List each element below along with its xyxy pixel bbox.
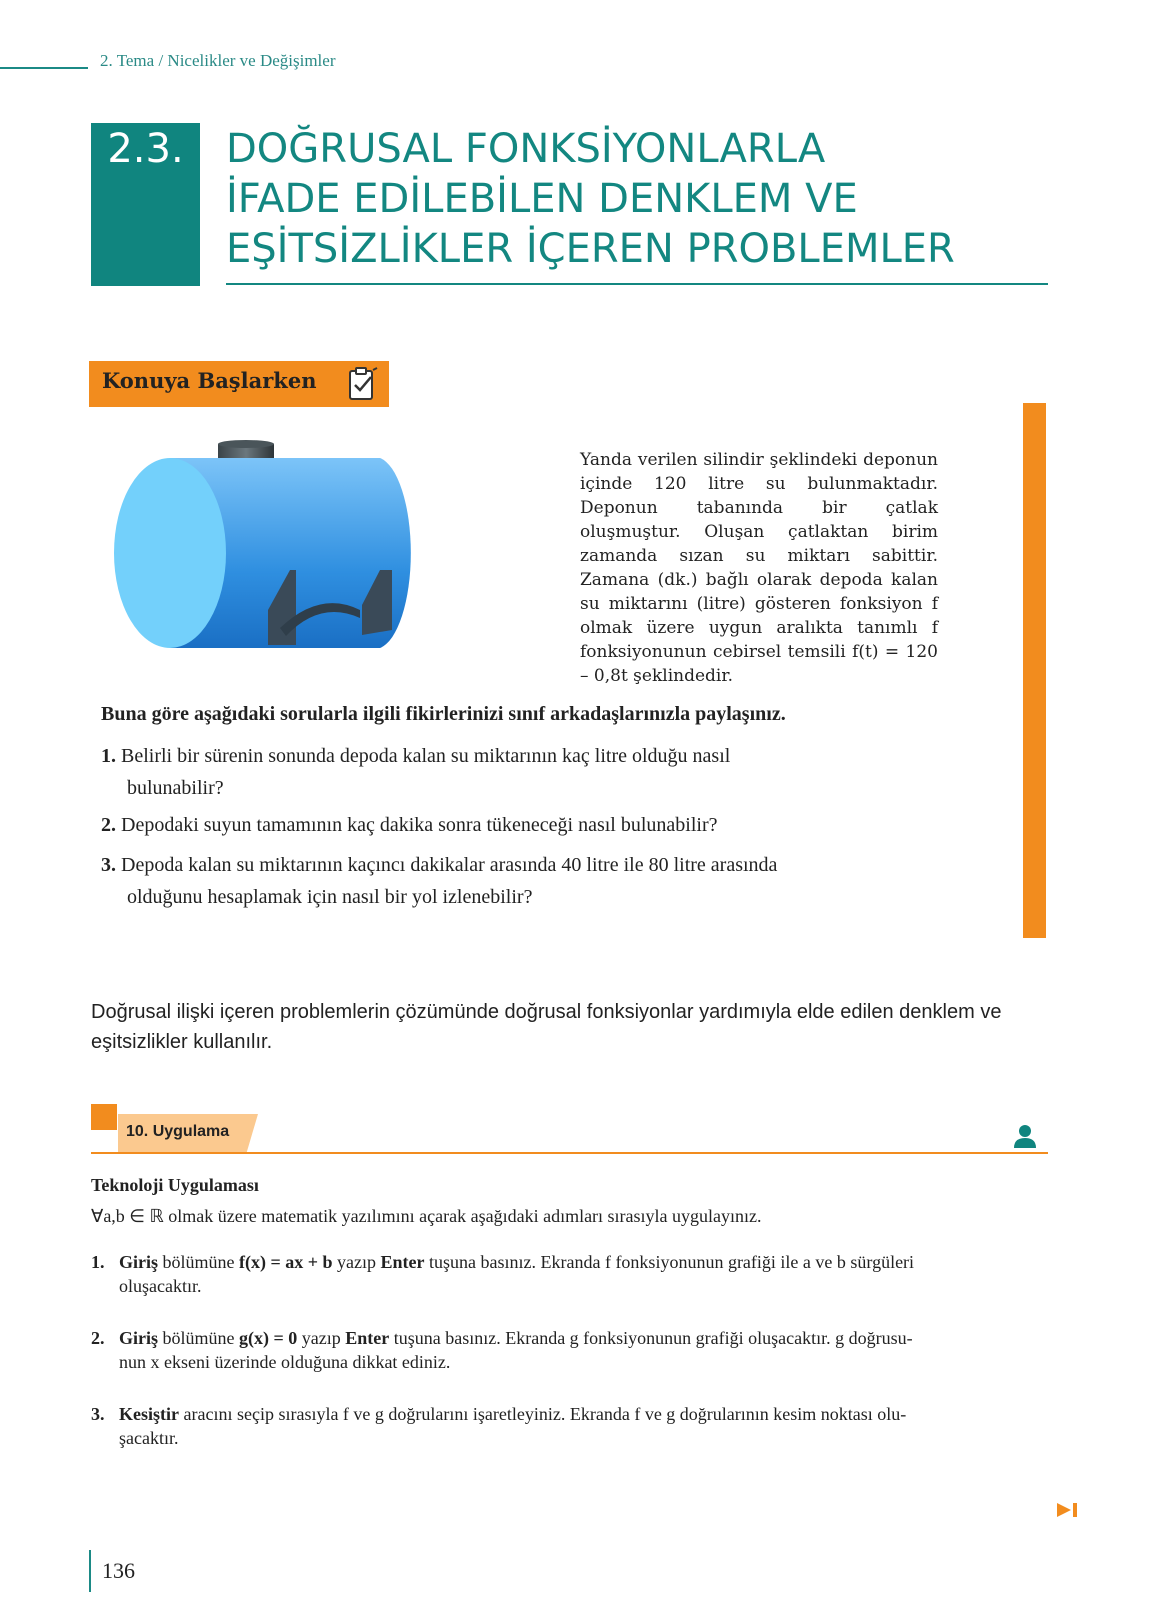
step-bold: Enter (380, 1252, 425, 1272)
step-item (91, 1402, 1051, 1450)
section-number: 2.3. (107, 126, 184, 172)
step-number: 3. (91, 1404, 105, 1424)
step-item (91, 1250, 1051, 1298)
title-rule (226, 283, 1048, 285)
title-line: İFADE EDİLEBİLEN DENKLEM VE (226, 176, 858, 222)
question-item (101, 740, 891, 804)
clipboard-check-icon (346, 366, 378, 402)
step-text: bölümüne (158, 1328, 239, 1348)
skip-next-icon[interactable] (1057, 1502, 1079, 1518)
breadcrumb: 2. Tema / Nicelikler ve Değişimler (100, 51, 336, 70)
condition-text: ∀a,b ∈ ℝ olmak üzere matematik yazılımını açarak aşağıdaki adımları sırasıyla uygulayınız. (91, 1206, 762, 1226)
question-text: Belirli bir sürenin sonunda depoda kalan su miktarının kaç litre olduğu nasıl (121, 745, 731, 767)
step-text: aracını seçip sırasıyla f ve g doğrularını işaretleyiniz. Ekranda f ve g doğrularının kesim noktası olu- (179, 1404, 907, 1424)
step-bold: g(x) = 0 (239, 1328, 298, 1348)
side-accent-bar (1023, 403, 1046, 938)
konuya-baslarken-label: Konuya Başlarken (102, 368, 317, 393)
question-text-cont: olduğunu hesaplamak için nasıl bir yol izlenebilir? (127, 886, 533, 908)
header-rule (0, 67, 88, 69)
step-text: bölümüne (158, 1252, 239, 1272)
title-line: DOĞRUSAL FONKSİYONLARLA (226, 126, 826, 172)
question-number: 2. (101, 814, 116, 836)
step-number: 1. (91, 1252, 105, 1272)
title-line: EŞİTSİZLİKLER İÇEREN PROBLEMLER (226, 226, 955, 272)
water-tank-illustration (110, 440, 440, 650)
step-item (91, 1326, 1051, 1374)
step-text: tuşuna basınız. Ekranda f fonksiyonunun grafiği ile a ve b sürgüleri (424, 1252, 915, 1272)
question-item (101, 809, 901, 841)
step-text-cont: şacaktır. (119, 1428, 179, 1448)
uygulama-marker (91, 1104, 117, 1130)
step-bold: Giriş (119, 1328, 158, 1348)
page-number: 136 (102, 1558, 135, 1583)
discussion-prompt: Buna göre aşağıdaki sorularla ilgili fikirlerinizi sınıf arkadaşlarınızla paylaşınız. (101, 703, 786, 725)
step-bold: Giriş (119, 1252, 158, 1272)
step-text-cont: oluşacaktır. (119, 1276, 202, 1296)
section-title (226, 124, 1056, 274)
question-number: 1. (101, 745, 116, 767)
intro-paragraph: Yanda verilen silindir şeklindeki deponun içinde 120 litre su bulunmaktadır. Deponun tabanında bir çatlak oluşmuştur. Oluşan çatlaktan birim zamanda sızan su miktarı sabittir. Zamana (dk.) bağlı olarak depoda kalan su miktarını (litre) gösteren fonksiyon f olmak üzere uygun aralıkta tanımlı f fonksiyonunun cebirsel temsili f(t) = 120 – 0,8t şeklindedir. (580, 450, 938, 686)
question-number: 3. (101, 854, 116, 876)
question-text: Depodaki suyun tamamının kaç dakika sonra tükeneceği nasıl bulunabilir? (121, 814, 718, 836)
step-text: yazıp (297, 1328, 346, 1348)
question-text: Depoda kalan su miktarının kaçıncı dakikalar arasında 40 litre ile 80 litre arasında (121, 854, 778, 876)
uygulama-label: 10. Uygulama (126, 1123, 230, 1140)
uygulama-rule (91, 1152, 1048, 1154)
page-number-rule (89, 1550, 91, 1592)
question-item (101, 849, 901, 913)
info-paragraph: Doğrusal ilişki içeren problemlerin çözümünde doğrusal fonksiyonlar yardımıyla elde edilen denklem ve eşitsizlikler kullanılır. (91, 1001, 1002, 1053)
step-text-cont: nun x ekseni üzerinde olduğuna dikkat ediniz. (119, 1352, 451, 1372)
step-bold: Kesiştir (119, 1404, 179, 1424)
technology-subtitle: Teknoloji Uygulaması (91, 1175, 259, 1195)
step-bold: Enter (345, 1328, 390, 1348)
step-number: 2. (91, 1328, 105, 1348)
question-text-cont: bulunabilir? (127, 777, 224, 799)
person-icon (1014, 1124, 1036, 1148)
step-bold: f(x) = ax + b (239, 1252, 333, 1272)
step-text: tuşuna basınız. Ekranda g fonksiyonunun grafiği oluşacaktır. g doğrusu- (389, 1328, 913, 1348)
step-text: yazıp (332, 1252, 381, 1272)
